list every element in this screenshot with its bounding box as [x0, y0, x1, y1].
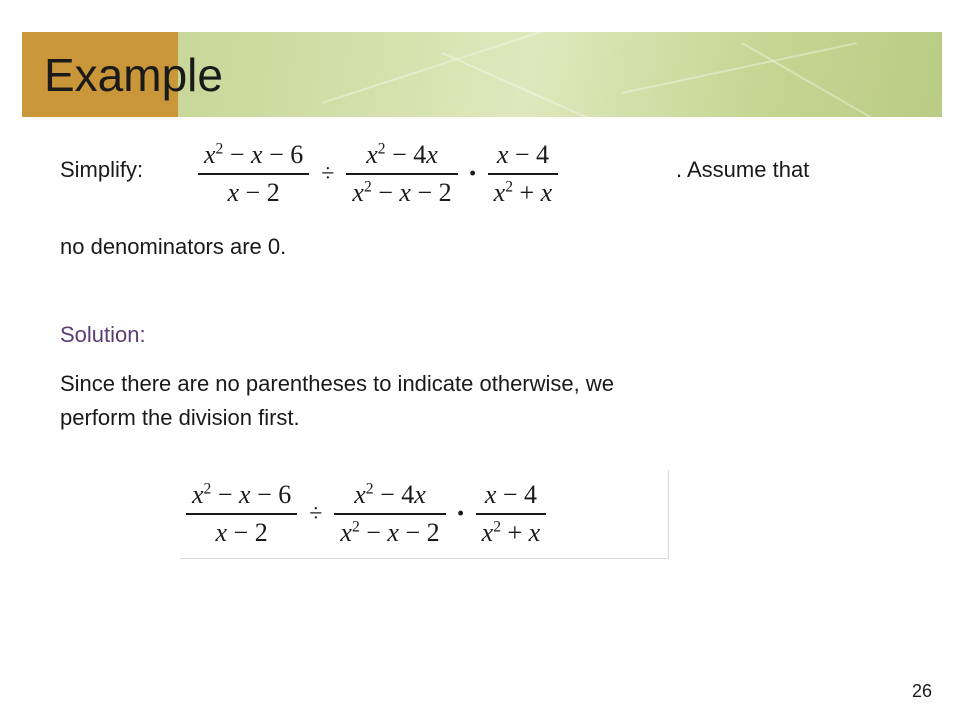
fraction-1: $\frac{x^2 - x - 6}{x - 2}$ — [198, 140, 309, 208]
fraction-1: $\frac{x^2 - x - 6}{x - 2}$ — [186, 480, 297, 548]
solution-text-line1: Since there are no parentheses to indicate otherwise, we — [60, 371, 614, 396]
divide-operator: ÷ — [309, 500, 323, 527]
divide-operator: ÷ — [321, 160, 335, 187]
fraction-3: $\frac{x - 4}{x^2 + x}$ — [488, 140, 559, 208]
expression-1 — [192, 135, 659, 213]
page-number: 26 — [911, 681, 932, 701]
fraction-2: $\frac{x^2 - 4x}{x^2 - x - 2}$ — [346, 140, 457, 208]
solution-label: Solution: — [60, 322, 146, 347]
assume-text: . Assume that — [676, 157, 810, 182]
fraction-3: $\frac{x - 4}{x^2 + x}$ — [476, 480, 547, 548]
fraction-2: $\frac{x^2 - 4x}{x^2 - x - 2}$ — [334, 480, 445, 548]
slide-title: Example — [44, 49, 223, 101]
simplify-label: Simplify: — [60, 157, 144, 182]
no-denominators-text: no denominators are 0. — [60, 234, 287, 259]
multiply-operator: · — [467, 157, 478, 190]
expression-2 — [180, 470, 669, 559]
multiply-operator: · — [455, 497, 466, 530]
solution-text-line2: perform the division first. — [60, 405, 300, 430]
